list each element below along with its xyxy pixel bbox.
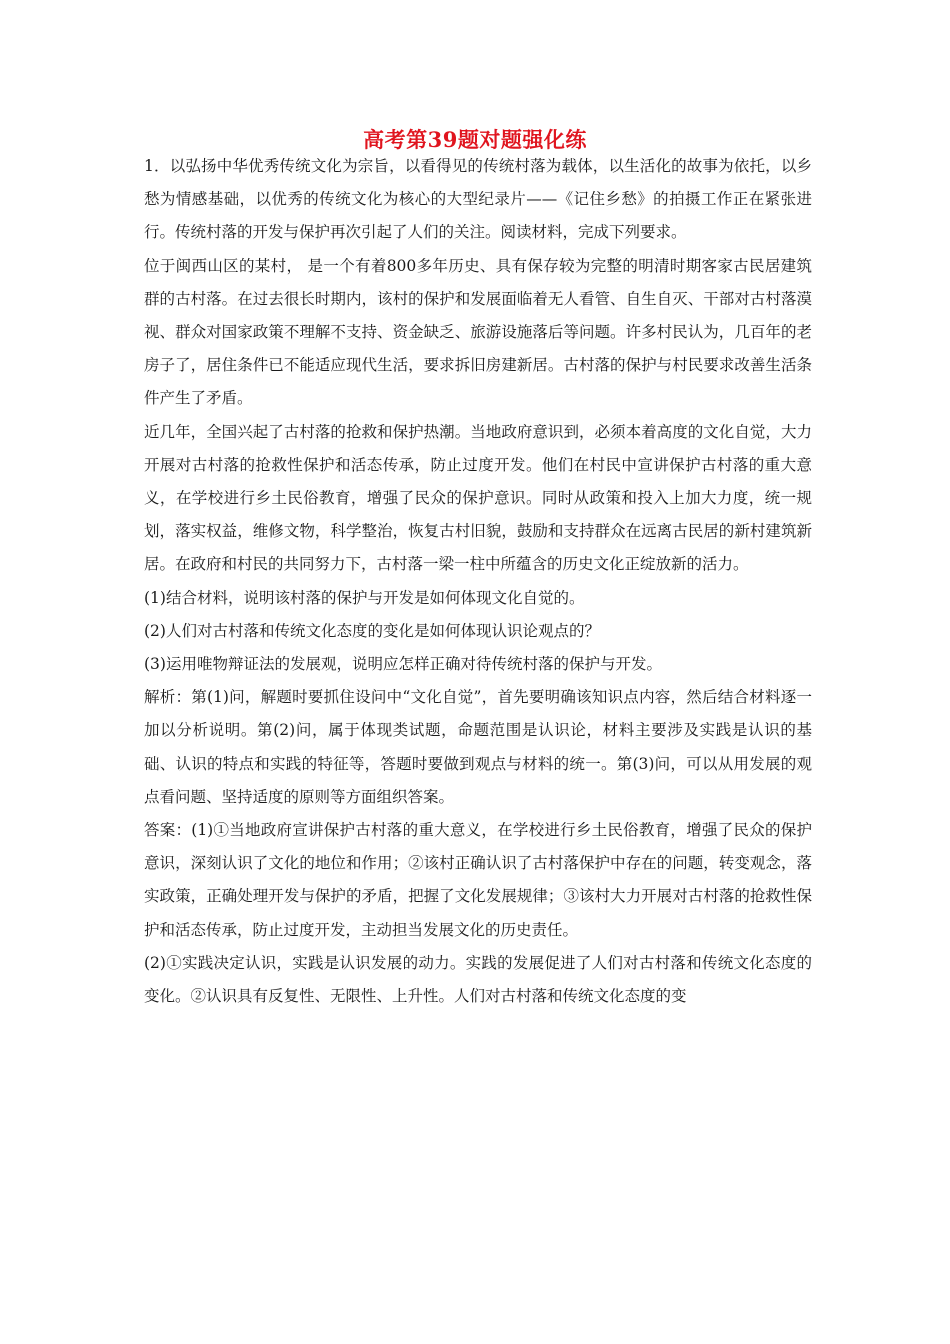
question-intro: 1．以弘扬中华优秀传统文化为宗旨，以看得见的传统村落为载体，以生活化的故事为依托，以乡愁为情感基础，以优秀的传统文化为核心的大型纪录片——《记住乡愁》的拍摄工作正在紧张进行。传统村落的开发与保护再次引起了人们的关注。阅读材料，完成下列要求。	[144, 157, 812, 242]
sub-question-3: (3)运用唯物辩证法的发展观，说明应怎样正确对待传统村落的保护与开发。	[144, 655, 662, 674]
material-paragraph-2: 近几年，全国兴起了古村落的抢救和保护热潮。当地政府意识到，必须本着高度的文化自觉，大力开展对古村落的抢救性保护和活态传承，防止过度开发。他们在村民中宣讲保护古村落的重大意义，在学校进行乡土民俗教育，增强了民众的保护意识。同时从政策和投入上加大力度，统一规划，落实权益，维修文物，科学整治，恢复古村旧貌，鼓励和支持群众在远离古民居的新村建筑新居。在政府和村民的共同努力下，古村落一梁一柱中所蕴含的历史文化正绽放新的活力。	[144, 422, 812, 574]
sub-question-1: (1)结合材料，说明该村落的保护与开发是如何体现文化自觉的。	[144, 588, 585, 607]
document-body	[144, 150, 812, 1013]
analysis-paragraph: 解析：第(1)问，解题时要抓住设问中“文化自觉”，首先要明确该知识点内容，然后结合材料逐一加以分析说明。第(2)问，属于体现类试题，命题范围是认识论，材料主要涉及实践是认识的基础、认识的特点和实践的特征等，答题时要做到观点与材料的统一。第(3)问，可以从用发展的观点看问题、坚持适度的原则等方面组织答案。	[144, 688, 812, 806]
document-title: 高考第39题对题强化练	[363, 127, 587, 152]
material-paragraph-1: 位于闽西山区的某村， 是一个有着800多年历史、具有保存较为完整的明清时期客家古民居建筑群的古村落。在过去很长时期内，该村的保护和发展面临着无人看管、自生自灭、干部对古村落漠视、群众对国家政策不理解不支持、资金缺乏、旅游设施落后等问题。许多村民认为，几百年的老房子了，居住条件已不能适应现代生活，要求拆旧房建新居。古村落的保护与村民要求改善生活条件产生了矛盾。	[144, 256, 812, 408]
answer-paragraph-1: 答案：(1)①当地政府宣讲保护古村落的重大意义，在学校进行乡土民俗教育，增强了民众的保护意识，深刻认识了文化的地位和作用；②该村正确认识了古村落保护中存在的问题，转变观念，落实政策，正确处理开发与保护的矛盾，把握了文化发展规律；③该村大力开展对古村落的抢救性保护和活态传承，防止过度开发，主动担当发展文化的历史责任。	[144, 821, 812, 939]
sub-question-2: (2)人们对古村落和传统文化态度的变化是如何体现认识论观点的？	[144, 621, 600, 640]
answer-paragraph-2: (2)①实践决定认识，实践是认识发展的动力。实践的发展促进了人们对古村落和传统文化态度的变化。②认识具有反复性、无限性、上升性。人们对古村落和传统文化态度的变	[144, 953, 812, 1006]
